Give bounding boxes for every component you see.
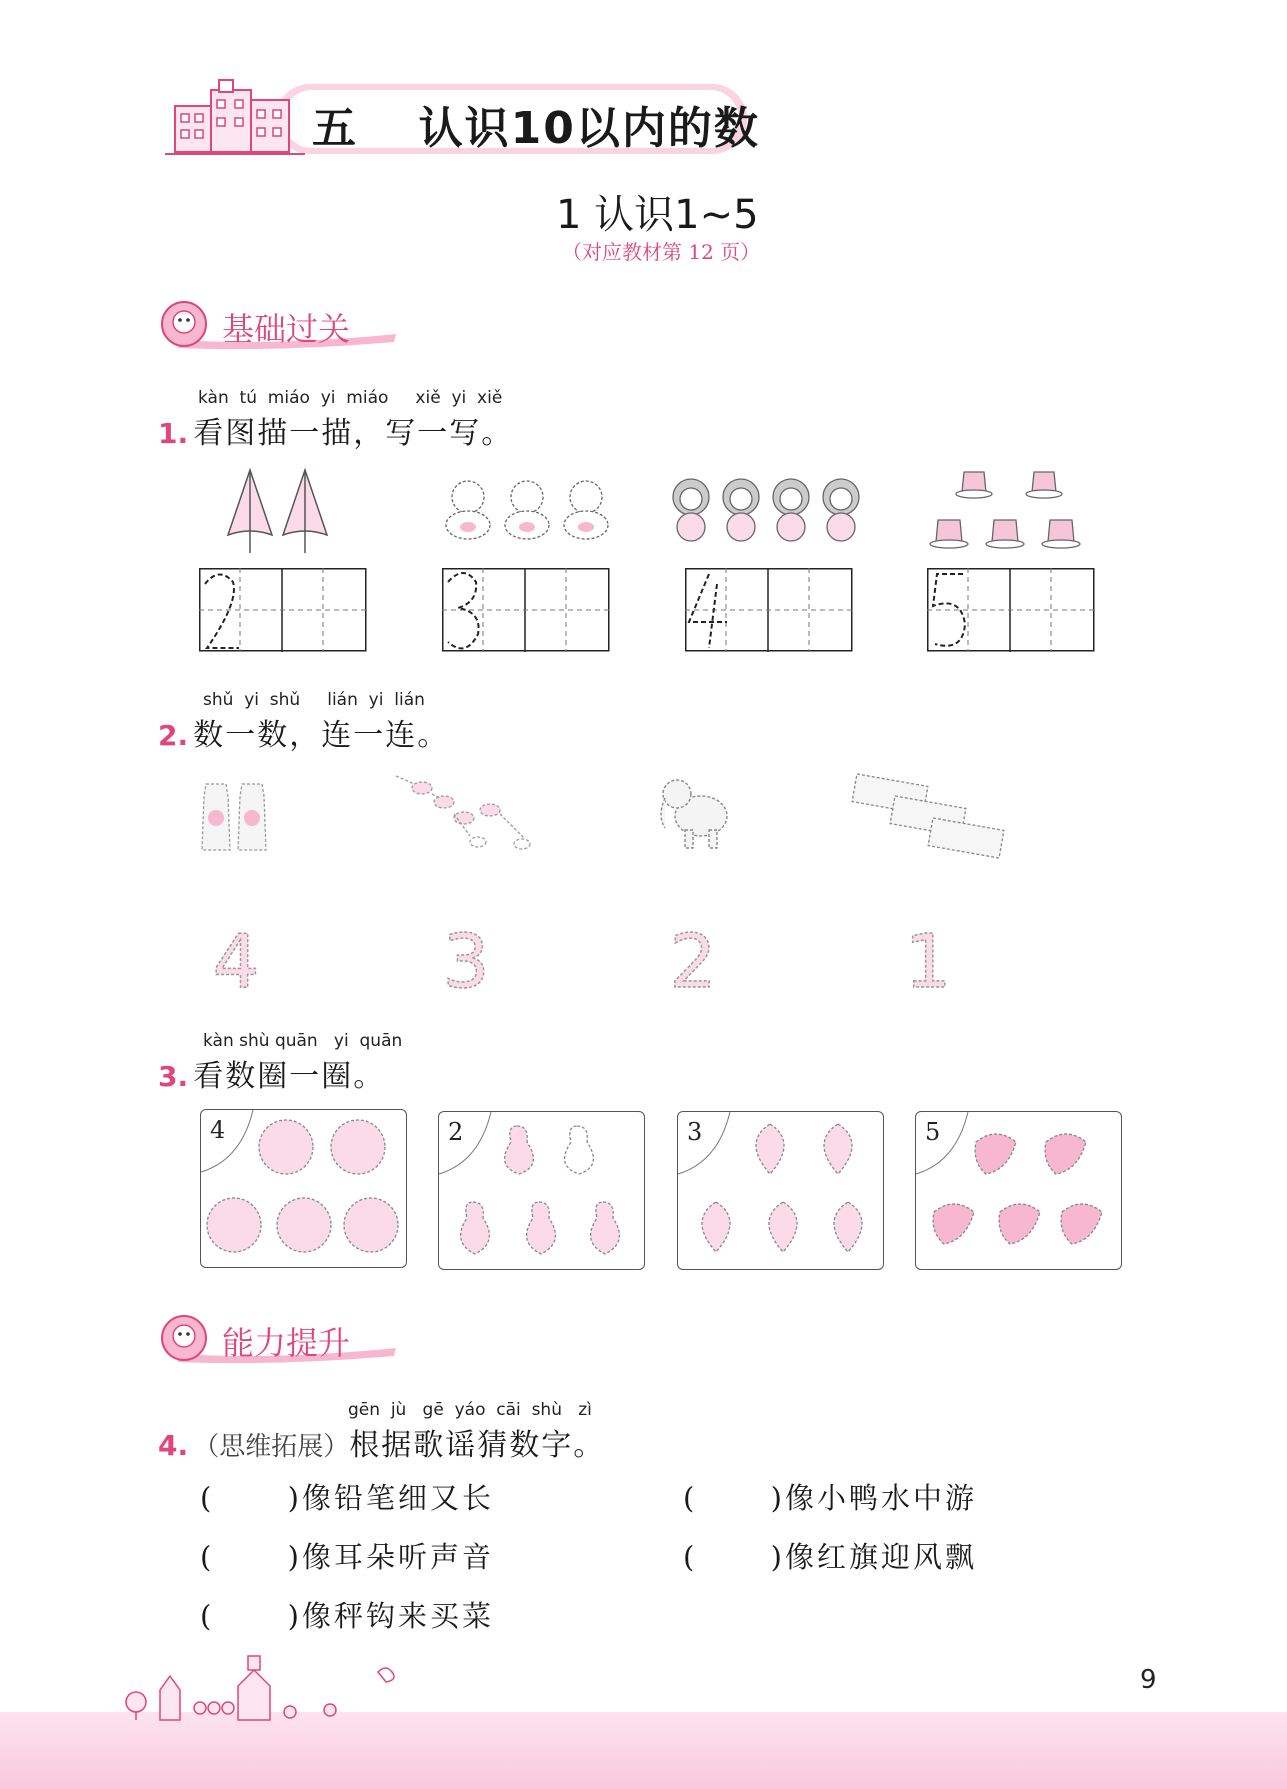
q4-heading — [158, 1420, 605, 1464]
candy-icon[interactable] — [392, 772, 537, 854]
town-illustration-icon — [120, 1650, 420, 1720]
chapter-name: 认识10以内的数 — [418, 103, 760, 154]
trace-grid-3[interactable] — [442, 568, 610, 652]
q2-text: 数一数，连一连。 — [193, 718, 450, 753]
peach-icon — [678, 1112, 883, 1269]
count-box-strawberry[interactable] — [915, 1111, 1122, 1270]
section-advanced-badge — [158, 1314, 400, 1364]
q1-text: 看图描一描，写一写。 — [193, 416, 514, 451]
section-basic-badge — [158, 300, 400, 350]
svg-text:4: 4 — [212, 919, 260, 1005]
box-number: 4 — [210, 1116, 226, 1144]
count-box-pear[interactable] — [438, 1111, 645, 1270]
elephant-icon[interactable] — [655, 772, 735, 852]
page-number: 9 — [1140, 1665, 1157, 1695]
q3-pinyin: kàn shù quān yi quān — [203, 1031, 403, 1051]
svg-text:1: 1 — [904, 919, 952, 1005]
q2-number-1[interactable] — [898, 919, 958, 1005]
q1-heading — [158, 408, 513, 452]
q2-number: 2. — [158, 719, 189, 752]
q3-heading — [158, 1051, 385, 1095]
q1-pinyin: kàn tú miáo yi miáo xiě yi xiě — [198, 388, 503, 408]
cake-icon — [930, 462, 1090, 557]
q2-number-4[interactable] — [206, 919, 266, 1005]
apple-icon — [201, 1110, 406, 1267]
q1-number: 1. — [158, 417, 189, 450]
q3-text: 看数圈一圈。 — [193, 1059, 386, 1094]
trace-grid-4[interactable] — [685, 568, 853, 652]
q2-number-3[interactable] — [436, 919, 496, 1005]
q2-pinyin: shǔ yi shǔ lián yi lián — [203, 690, 425, 710]
chapter-title — [312, 92, 760, 156]
girl-icon — [666, 475, 866, 545]
riddle-2[interactable]: ( )像小鸭水中游 — [683, 1481, 977, 1515]
box-number: 2 — [448, 1118, 464, 1146]
chick-icon — [440, 475, 615, 545]
svg-text:2: 2 — [669, 919, 717, 1005]
q2-number-2[interactable] — [663, 919, 723, 1005]
q3-number: 3. — [158, 1060, 189, 1093]
svg-text:3: 3 — [442, 919, 490, 1005]
pear-icon — [439, 1112, 644, 1269]
chapter-number: 五 — [312, 103, 358, 154]
count-box-apple[interactable] — [200, 1109, 407, 1268]
trace-grid-2[interactable] — [199, 568, 367, 652]
box-number: 3 — [687, 1118, 703, 1146]
q4-pinyin: gēn jù gē yáo cāi shù zì — [348, 1400, 592, 1420]
q4-number: 4. — [158, 1429, 189, 1462]
count-box-peach[interactable] — [677, 1111, 884, 1270]
lesson-title: 1 认识1~5 — [556, 192, 759, 238]
box-number: 5 — [925, 1118, 941, 1146]
strawberry-icon — [916, 1112, 1121, 1269]
trace-grid-5[interactable] — [927, 568, 1095, 652]
q4-tag: （思维拓展） — [193, 1432, 350, 1462]
footer-band — [0, 1712, 1287, 1789]
riddle-1[interactable]: ( )像铅笔细又长 — [200, 1481, 494, 1515]
section-basic-label: 基础过关 — [222, 310, 351, 348]
q2-heading — [158, 710, 449, 754]
ticket-icon[interactable] — [850, 772, 1008, 858]
riddle-3[interactable]: ( )像耳朵听声音 — [200, 1540, 494, 1574]
lesson-reference: （对应教材第 12 页） — [562, 240, 761, 264]
section-advanced-label: 能力提升 — [222, 1324, 351, 1362]
riddle-4[interactable]: ( )像红旗迎风飘 — [683, 1540, 977, 1574]
riddle-5[interactable]: ( )像秤钩来买菜 — [200, 1599, 494, 1633]
umbrella-icon — [220, 465, 340, 555]
q4-text: 根据歌谣猜数字。 — [349, 1428, 606, 1463]
milk-bottle-icon[interactable] — [198, 772, 276, 852]
